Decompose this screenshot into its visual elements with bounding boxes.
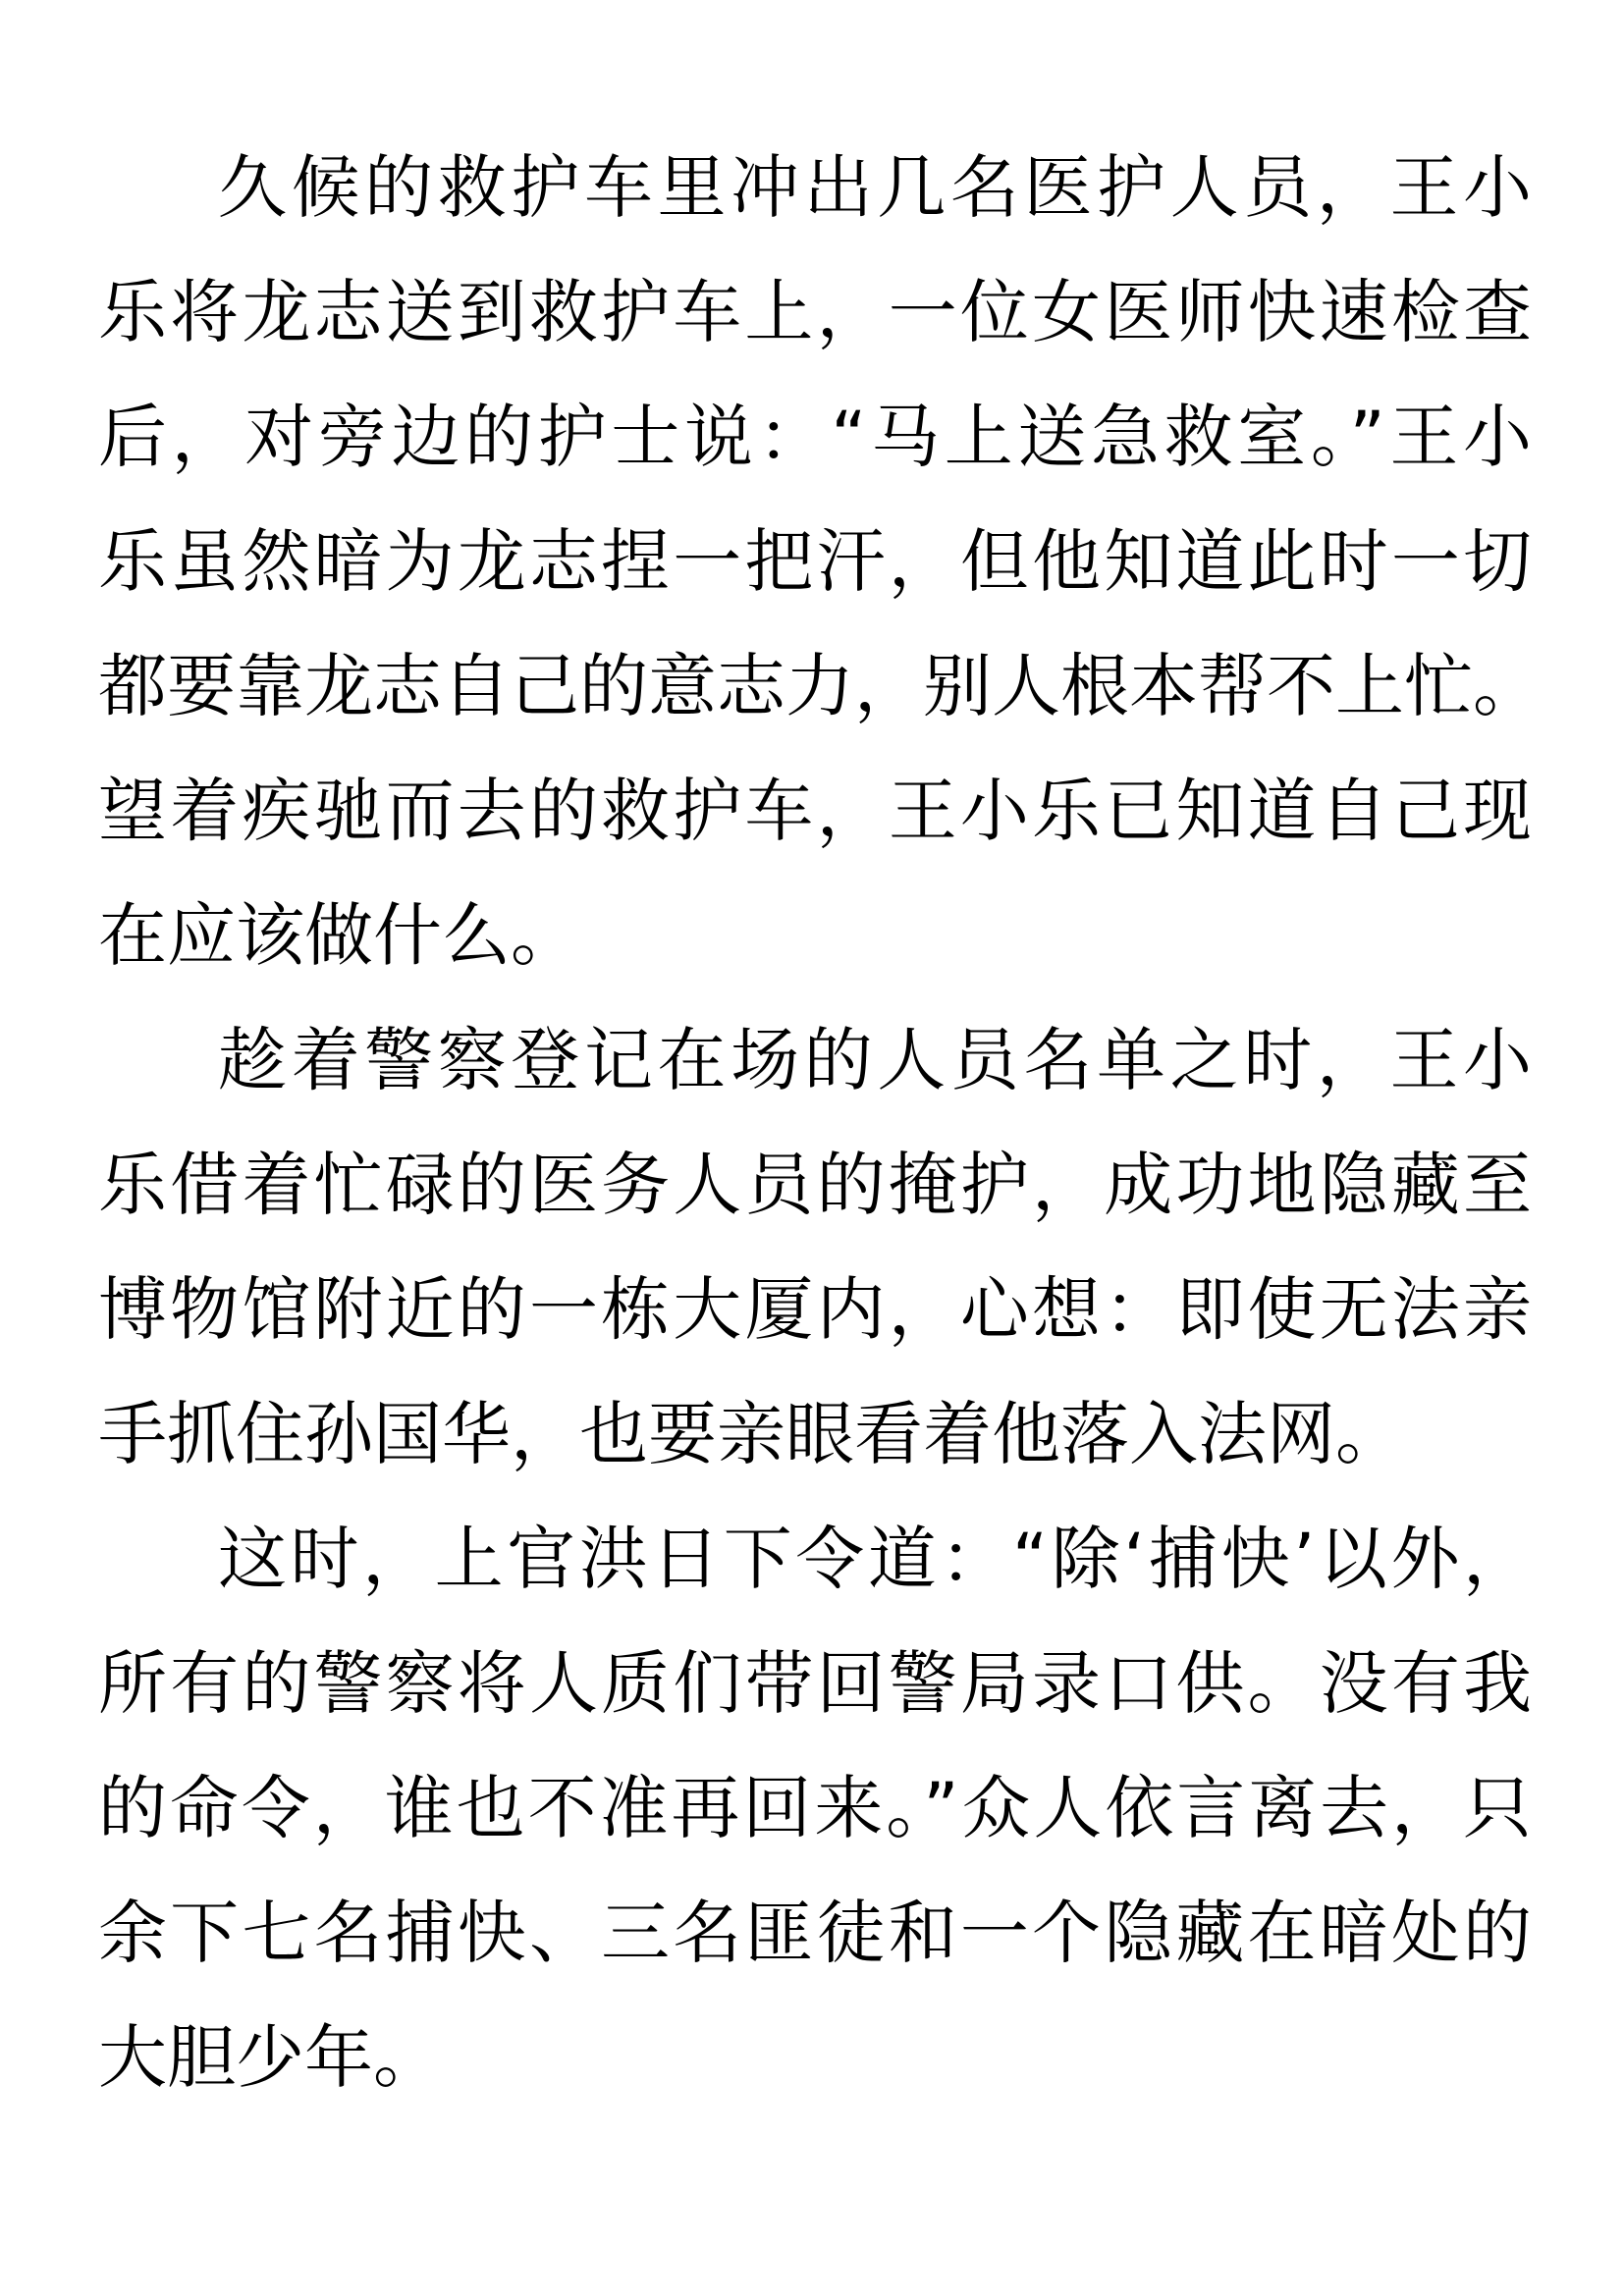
body-text xyxy=(98,126,1542,2120)
text-line: 大胆少年。 xyxy=(98,2017,442,2098)
text-line: 手抓住孙国华，也要亲眼看着他落入法网。 xyxy=(98,1394,1404,1474)
text-line: 所有的警察将人质们带回警局录口供。没有我 xyxy=(98,1643,1532,1724)
text-line: 乐借着忙碌的医务人员的掩护，成功地隐藏至 xyxy=(98,1145,1532,1225)
paragraph-3 xyxy=(98,1497,1532,2120)
text-line: 乐虽然暗为龙志捏一把汗，但他知道此时一切 xyxy=(98,521,1532,602)
text-line: 后，对旁边的护士说：“马上送急救室。”王小 xyxy=(98,397,1532,477)
text-line: 余下七名捕快、三名匪徒和一个隐藏在暗处的 xyxy=(98,1893,1532,1973)
text-line: 这时，上官洪日下令道：“除‘捕快’以外， xyxy=(218,1519,1532,1599)
paragraph-2 xyxy=(98,998,1532,1497)
text-line: 在应该做什么。 xyxy=(98,895,579,976)
paragraph-1 xyxy=(98,126,1542,998)
text-line: 望着疾驰而去的救护车，王小乐已知道自己现 xyxy=(98,771,1532,851)
text-line: 的命令，谁也不准再回来。”众人依言离去，只 xyxy=(98,1768,1532,1848)
text-line: 乐将龙志送到救护车上，一位女医师快速检查 xyxy=(98,272,1532,352)
text-line: 久候的救护车里冲出几名医护人员，王小 xyxy=(218,147,1532,228)
text-line: 趁着警察登记在场的人员名单之时，王小 xyxy=(218,1020,1532,1100)
text-line: 都要靠龙志自己的意志力，别人根本帮不上忙。 xyxy=(98,646,1542,726)
text-line: 博物馆附近的一栋大厦内，心想：即使无法亲 xyxy=(98,1269,1532,1350)
